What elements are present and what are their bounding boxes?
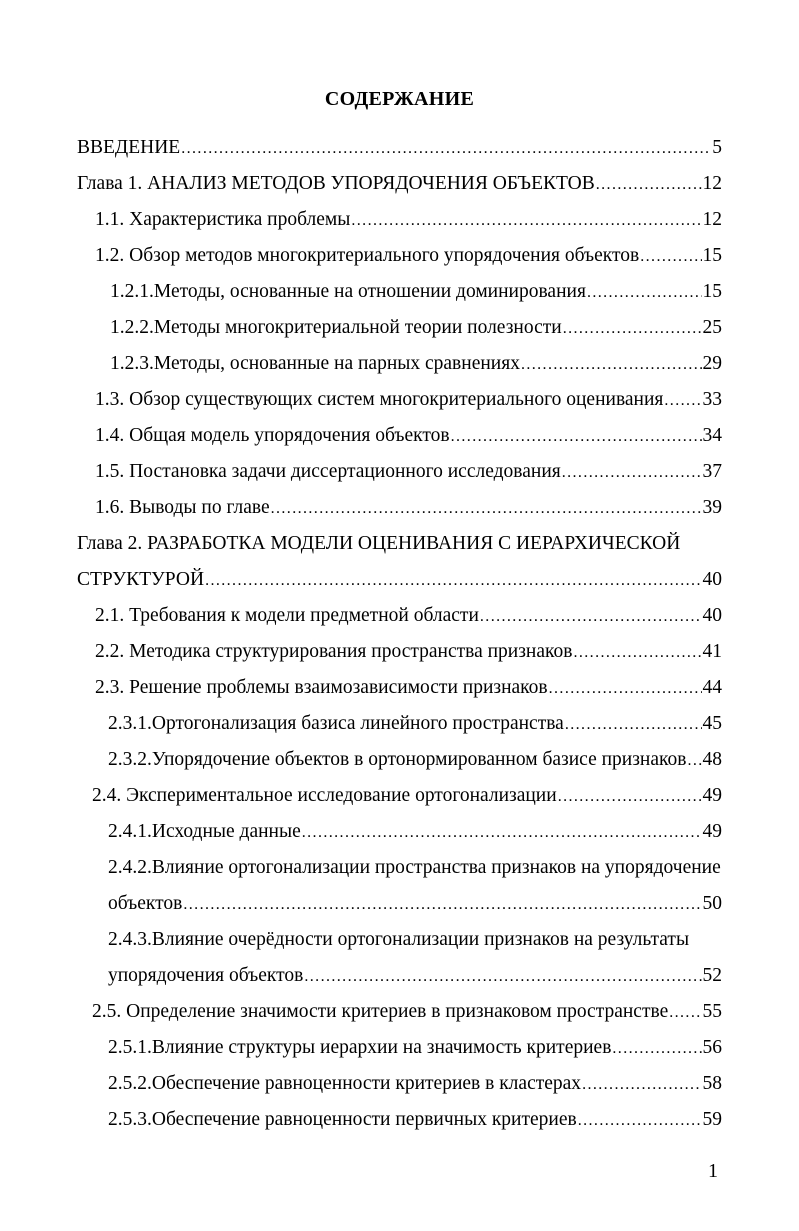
toc-entry: [92, 994, 722, 1030]
dot-leader: [549, 671, 702, 707]
toc-entry: [108, 1030, 722, 1066]
toc-entry-page: 39: [702, 497, 722, 518]
toc-entry-page: 15: [702, 245, 722, 266]
toc-entry: [95, 454, 722, 490]
toc-entry-first-line: 2.4.2.Влияние ортогонализации пространства признаков на упорядочение: [108, 857, 721, 878]
toc-entry-text: СТРУКТУРОЙ: [77, 569, 205, 590]
toc-entry-page: 25: [702, 317, 722, 338]
dot-leader: [451, 419, 702, 455]
toc-entry-page: 41: [702, 641, 722, 662]
toc-entry-page: 15: [702, 281, 722, 302]
toc-entry: [95, 598, 722, 634]
toc-entry-page: 50: [702, 893, 722, 914]
dot-leader: [271, 491, 702, 527]
toc-entry-text: объектов: [108, 893, 183, 914]
toc-entry-text: 2.5.3.Обеспечение равноценности первичных критериев: [108, 1109, 577, 1130]
dot-leader: [302, 815, 702, 851]
toc-entry: [77, 166, 722, 202]
dot-leader: [304, 959, 701, 995]
toc-entry-page: 29: [702, 353, 722, 374]
dot-leader: [596, 167, 702, 203]
dot-leader: [351, 203, 701, 239]
toc-entry: [110, 346, 722, 382]
dot-leader: [521, 347, 702, 383]
dot-leader: [640, 239, 701, 275]
toc-entry-page: 44: [702, 677, 722, 698]
dot-leader: [612, 1031, 701, 1067]
toc-entry-text: 2.1. Требования к модели предметной области: [95, 605, 479, 626]
toc-entry-text: 2.4. Экспериментальное исследование ортогонализации: [92, 785, 557, 806]
toc-entry: [95, 490, 722, 526]
page-number: 1: [708, 1160, 718, 1182]
toc-entry-page: 33: [702, 389, 722, 410]
toc-entry: [95, 382, 722, 418]
toc-entry-text: 2.3. Решение проблемы взаимозависимости признаков: [95, 677, 548, 698]
toc-entry-page: 40: [702, 605, 722, 626]
toc-entry-text: 1.2.1.Методы, основанные на отношении доминирования: [110, 281, 586, 302]
toc-entry-page: 12: [702, 209, 722, 230]
toc-entry-text: 1.2.2.Методы многокритериальной теории полезности: [110, 317, 562, 338]
toc-entry-page: 49: [702, 785, 722, 806]
toc-entry: [108, 1102, 722, 1138]
toc-entry-text: 2.4.1.Исходные данные: [108, 821, 301, 842]
dot-leader: [205, 563, 701, 599]
toc-entry-text: 1.2.3.Методы, основанные на парных сравнениях: [110, 353, 520, 374]
toc-entry-text: 2.5. Определение значимости критериев в признаковом пространстве: [92, 1001, 669, 1022]
dot-leader: [573, 635, 701, 671]
toc-entry-text: 2.5.2.Обеспечение равноценности критериев в кластерах: [108, 1073, 582, 1094]
toc-entry-page: 37: [702, 461, 722, 482]
toc-entry-text: 2.5.1.Влияние структуры иерархии на значимость критериев: [108, 1037, 612, 1058]
toc-entry-page: 34: [702, 425, 722, 446]
toc-entry-text: 1.6. Выводы по главе: [95, 497, 270, 518]
toc-entry-text: Глава 1. АНАЛИЗ МЕТОДОВ УПОРЯДОЧЕНИЯ ОБЪЕКТОВ: [77, 173, 595, 194]
toc-entry: [77, 130, 722, 166]
toc-entry-text: 1.1. Характеристика проблемы: [95, 209, 351, 230]
toc-entry-text: 1.5. Постановка задачи диссертационного исследования: [95, 461, 561, 482]
toc-entry-text: 2.2. Методика структурирования пространства признаков: [95, 641, 573, 662]
toc-entry-page: 59: [702, 1109, 722, 1130]
dot-leader: [565, 707, 702, 743]
toc-entry: [95, 238, 722, 274]
toc-entry-page: 45: [702, 713, 722, 734]
dot-leader: [578, 1103, 702, 1139]
toc-entry: [108, 742, 722, 778]
dot-leader: [480, 599, 702, 635]
toc-entry: [108, 706, 722, 742]
dot-leader: [687, 743, 701, 779]
toc-entry: [95, 202, 722, 238]
toc-entry-text: упорядочения объектов: [108, 965, 304, 986]
toc-entry-page: 5: [712, 137, 722, 158]
dot-leader: [183, 887, 701, 923]
toc-entry-text: ВВЕДЕНИЕ: [77, 137, 181, 158]
toc-entry-page: 58: [702, 1073, 722, 1094]
toc-entry-page: 12: [702, 173, 722, 194]
toc-entry-page: 56: [702, 1037, 722, 1058]
toc-entry-text: 2.3.2.Упорядочение объектов в ортонормированном базисе признаков: [108, 749, 687, 770]
toc-entry-page: 55: [702, 1001, 722, 1022]
toc-entry-page: 49: [702, 821, 722, 842]
page-title: СОДЕРЖАНИЕ: [324, 88, 475, 110]
toc-entry-text: 1.2. Обзор методов многокритериального упорядочения объектов: [95, 245, 640, 266]
toc-entry: [95, 670, 722, 706]
toc-entry-first-line: 2.4.3.Влияние очерёдности ортогонализации признаков на результаты: [108, 929, 690, 950]
dot-leader: [587, 275, 702, 311]
dot-leader: [181, 131, 711, 167]
dot-leader: [669, 995, 701, 1031]
toc-entry-first-line: Глава 2. РАЗРАБОТКА МОДЕЛИ ОЦЕНИВАНИЯ С ИЕРАРХИЧЕСКОЙ: [77, 533, 681, 554]
toc-entry: [92, 778, 722, 814]
toc-entry: [95, 418, 722, 454]
toc-entry: [108, 1066, 722, 1102]
toc-entry: [110, 274, 722, 310]
dot-leader: [582, 1067, 701, 1103]
toc-entry: [95, 634, 722, 670]
toc-entry-text: 1.3. Обзор существующих систем многокритериального оценивания: [95, 389, 664, 410]
toc-entry-page: 40: [702, 569, 722, 590]
toc-entry: [108, 814, 722, 850]
toc-entry: [108, 886, 722, 922]
toc-entry: [110, 310, 722, 346]
toc-entry-text: 1.4. Общая модель упорядочения объектов: [95, 425, 450, 446]
dot-leader: [664, 383, 701, 419]
toc-entry-page: 48: [702, 749, 722, 770]
dot-leader: [558, 779, 702, 815]
toc-entry-text: 2.3.1.Ортогонализация базиса линейного пространства: [108, 713, 564, 734]
toc-entry: [108, 958, 722, 994]
toc-entry-page: 52: [702, 965, 722, 986]
dot-leader: [562, 455, 702, 491]
toc-entry: [77, 562, 722, 598]
dot-leader: [563, 311, 702, 347]
